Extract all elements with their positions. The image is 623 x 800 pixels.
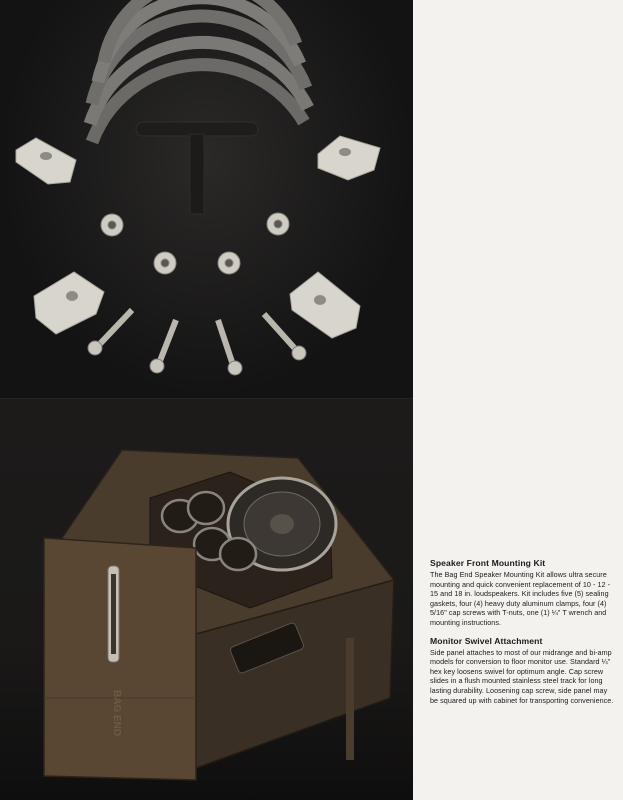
mounting-kit-illustration [0,0,413,398]
t-wrench-icon [136,122,258,214]
swivel-attachment-heading: Monitor Swivel Attachment [430,635,543,646]
cap-screw-icon [88,310,306,375]
mounting-kit-body: The Bag End Speaker Mounting Kit allows ultra secure mounting and quick convenient replacement of 10 - 12 - 15 and 18 in. loudspeakers. Kit includes five (5) sealing gaskets, four (4) heavy duty aluminum clamps, four (4) 5/16" cap screws with T-nuts, one (1) ¼" T wrench and mounting instructions. [430,570,611,627]
mounting-kit-heading: Speaker Front Mounting Kit [430,558,546,568]
text-column [430,558,614,713]
swivel-side-panel [44,538,196,780]
swivel-attachment-body: Side panel attaches to most of our midrange and bi-amp models for conversion to floor monitor use. Standard ¼" hex key loosens swivel for optimum angle. Cap screw slides in a flush mounted stainless steel track for long lasting durability. Loosening cap screw, side panel may be squared up with cabinet for transporting convenience. [430,647,614,705]
t-nut-icon [101,213,289,274]
bag-end-logo: BAG END [111,690,122,737]
cabinet-leg [346,638,354,760]
speaker-cabinet-illustration [0,398,413,800]
gasket-icon [90,0,308,142]
